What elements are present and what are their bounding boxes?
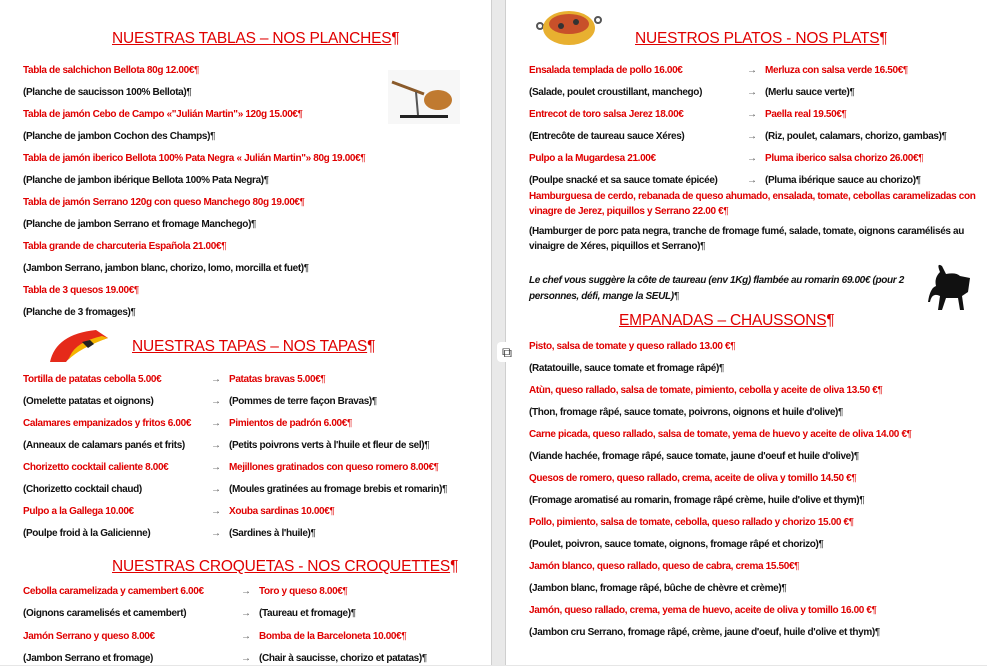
tab-arrow-icon: → (747, 153, 757, 164)
menu-item-right: (Merlu sauce verte) ¶ (765, 86, 855, 100)
empanada-translation: (Thon, fromage râpé, sauce tomate, poivrons, oignons et huile d'olive) ¶ (529, 406, 843, 420)
menu-item-right: (Sardines à l'huile) ¶ (229, 527, 316, 541)
tab-arrow-icon: → (241, 608, 251, 620)
menu-item-left: Chorizetto cocktail caliente 8.00€ (23, 462, 169, 473)
hamburguesa-fr: (Hamburger de porc pata negra, tranche de fromage fumé, salade, tomate, oignons caramélisés au vinaigre de Xéres, piquillos et Serrano) ¶ (529, 224, 979, 254)
menu-item-right: (Taureau et fromage) ¶ (259, 607, 356, 621)
croquetas-heading: NUESTRAS CROQUETAS - NOS CROQUETTES ¶ (112, 558, 458, 576)
tabla-translation: (Jambon Serrano, jambon blanc, chorizo, lomo, morcilla et fuet) ¶ (23, 262, 309, 276)
tabla-name: Tabla de jamón iberico Bellota 100% Pata Negra « Julián Martin"» 80g 19.00€ ¶ (23, 152, 365, 166)
menu-item-right: Pluma iberico salsa chorizo 26.00€ ¶ (765, 152, 923, 166)
tab-arrow-icon: → (747, 109, 757, 120)
menu-item-left: Jamón Serrano y queso 8.00€ (23, 630, 155, 642)
menu-item-left: (Poulpe froid à la Galicienne) (23, 528, 151, 539)
menu-item-right: Xouba sardinas 10.00€ ¶ (229, 505, 335, 519)
tablas-heading: NUESTRAS TABLAS – NOS PLANCHES ¶ (112, 30, 400, 48)
menu-item-right: (Riz, poulet, calamars, chorizo, gambas) ¶ (765, 130, 947, 144)
fan-image (46, 328, 112, 364)
tabla-translation: (Planche de jambon Serrano et fromage Manchego) ¶ (23, 218, 256, 232)
copilot-icon[interactable]: ⧉ (497, 342, 517, 362)
menu-item-left: Ensalada templada de pollo 16.00€ (529, 65, 683, 76)
menu-item-right: Pimientos de padrón 6.00€ ¶ (229, 417, 352, 431)
menu-item-right: Paella real 19.50€ ¶ (765, 108, 847, 122)
bull-icon (926, 262, 972, 312)
tab-arrow-icon: → (211, 396, 221, 407)
tabla-translation: (Planche de 3 fromages) ¶ (23, 306, 136, 320)
empanada-translation: (Ratatouille, sauce tomate et fromage râpé) ¶ (529, 362, 724, 376)
tab-arrow-icon: → (241, 652, 251, 664)
menu-item-left: (Omelette patatas et oignons) (23, 396, 154, 407)
paella-image (536, 6, 602, 48)
tabla-translation: (Planche de jambon ibérique Bellota 100% Pata Negra) ¶ (23, 174, 269, 188)
menu-item-left: (Poulpe snacké et sa sauce tomate épicée) (529, 175, 718, 186)
right-page[interactable] (506, 0, 987, 665)
tabla-translation: (Planche de jambon Cochon des Champs) ¶ (23, 130, 215, 144)
tabla-name: Tabla de 3 quesos 19.00€ ¶ (23, 284, 139, 298)
empanadas-heading: EMPANADAS – CHAUSSONS ¶ (619, 312, 835, 330)
menu-item-left: Entrecot de toro salsa Jerez 18.00€ (529, 109, 684, 120)
page-gap (491, 0, 506, 665)
menu-item-right: (Pommes de terre façon Bravas) ¶ (229, 395, 377, 409)
tab-arrow-icon: → (211, 418, 221, 429)
empanada-name: Carne picada, queso rallado, salsa de tomate, yema de huevo y aceite de oliva 14.00 € ¶ (529, 428, 912, 442)
tabla-name: Tabla de jamón Serrano 120g con queso Manchego 80g 19.00€ ¶ (23, 196, 305, 210)
empanada-translation: (Fromage aromatisé au romarin, fromage râpé crème, huile d'olive et thym) ¶ (529, 494, 864, 508)
menu-item-left: (Salade, poulet croustillant, manchego) (529, 87, 703, 98)
menu-item-right: Mejillones gratinados con queso romero 8.00€ ¶ (229, 461, 439, 475)
tabla-name: Tabla grande de charcuteria Española 21.00€ ¶ (23, 240, 226, 254)
menu-item-right: Patatas bravas 5.00€ ¶ (229, 373, 325, 387)
tab-arrow-icon: → (241, 586, 251, 597)
empanada-translation: (Viande hachée, fromage râpé, sauce tomate, jaune d'oeuf et huile d'olive) ¶ (529, 450, 859, 464)
empanada-translation: (Jambon cru Serrano, fromage râpé, crème, jaune d'oeuf, huile d'olive et thym) ¶ (529, 626, 880, 640)
empanada-name: Quesos de romero, queso rallado, crema, aceite de oliva y tomillo 14.50 € ¶ (529, 472, 856, 486)
tab-arrow-icon: → (211, 440, 221, 451)
tab-arrow-icon: → (747, 131, 757, 142)
platos-heading: NUESTROS PLATOS - NOS PLATS ¶ (635, 30, 888, 48)
menu-item-left: Pulpo a la Mugardesa 21.00€ (529, 153, 656, 164)
menu-item-left: (Anneaux de calamars panés et frits) (23, 440, 185, 451)
ham-image (388, 70, 460, 124)
empanada-name: Jamón blanco, queso rallado, queso de cabra, crema 15.50€ ¶ (529, 560, 799, 574)
menu-item-right: (Petits poivrons verts à l'huile et fleur de sel) ¶ (229, 439, 429, 453)
tabla-name: Tabla de jamón Cebo de Campo «"Julián Martin"» 120g 15.00€ ¶ (23, 108, 303, 122)
empanada-name: Jamón, queso rallado, crema, yema de huevo, aceite de oliva y tomillo 16.00 € ¶ (529, 604, 877, 618)
menu-item-right: (Chair à saucisse, chorizo et patatas) ¶ (259, 652, 427, 666)
empanada-translation: (Jambon blanc, fromage râpé, bûche de chèvre et crème) ¶ (529, 582, 786, 596)
menu-item-left: (Jambon Serrano et fromage) (23, 652, 154, 664)
tapas-heading: NUESTRAS TAPAS – NOS TAPAS ¶ (132, 338, 375, 356)
menu-item-left: Tortilla de patatas cebolla 5.00€ (23, 374, 162, 385)
tab-arrow-icon: → (747, 175, 757, 186)
menu-item-left: Pulpo a la Gallega 10.00€ (23, 506, 134, 517)
empanada-name: Atùn, queso rallado, salsa de tomate, pimiento, cebolla y aceite de oliva 13.50 € ¶ (529, 384, 882, 398)
tab-arrow-icon: → (211, 506, 221, 517)
tabla-name: Tabla de salchichon Bellota 80g 12.00€ ¶ (23, 64, 199, 78)
menu-item-right: Toro y queso 8.00€ ¶ (259, 585, 348, 599)
chef-suggestion: Le chef vous suggère la côte de taureau (env 1Kg) flambée au romarin 69.00€ (pour 2 personnes, défi, mange la SEUL) ¶ (529, 273, 909, 305)
tabla-translation: (Planche de saucisson 100% Bellota) ¶ (23, 86, 191, 100)
tab-arrow-icon: → (211, 374, 221, 385)
menu-item-left: (Oignons caramelisés et camembert) (23, 608, 187, 620)
menu-item-left: (Entrecôte de taureau sauce Xéres) (529, 131, 685, 142)
tab-arrow-icon: → (241, 630, 251, 642)
empanada-translation: (Poulet, poivron, sauce tomate, oignons, fromage râpé et chorizo) ¶ (529, 538, 824, 552)
left-page[interactable] (0, 0, 491, 665)
tab-arrow-icon: → (211, 528, 221, 539)
menu-item-right: Bomba de la Barceloneta 10.00€ ¶ (259, 630, 406, 644)
menu-item-left: Calamares empanizados y fritos 6.00€ (23, 418, 192, 429)
tab-arrow-icon: → (747, 65, 757, 76)
menu-item-right: (Moules gratinées au fromage brebis et romarin) ¶ (229, 483, 447, 497)
menu-item-right: (Pluma ibérique sauce au chorizo) ¶ (765, 174, 921, 188)
hamburguesa-es: Hamburguesa de cerdo, rebanada de queso ahumado, ensalada, tomate, cebollas caramelizadas con vinagre de Jerez, piquillos y Serrano 22.00 € ¶ (529, 189, 979, 219)
tab-arrow-icon: → (211, 484, 221, 495)
tab-arrow-icon: → (211, 462, 221, 473)
empanada-name: Pisto, salsa de tomate y queso rallado 13.00 € ¶ (529, 340, 735, 354)
menu-item-right: Merluza con salsa verde 16.50€ ¶ (765, 64, 908, 78)
tab-arrow-icon: → (747, 87, 757, 98)
empanada-name: Pollo, pimiento, salsa de tomate, cebolla, queso rallado y chorizo 15.00 € ¶ (529, 516, 854, 530)
menu-item-left: (Chorizetto cocktail chaud) (23, 484, 142, 495)
menu-item-left: Cebolla caramelizada y camembert 6.00€ (23, 586, 204, 597)
